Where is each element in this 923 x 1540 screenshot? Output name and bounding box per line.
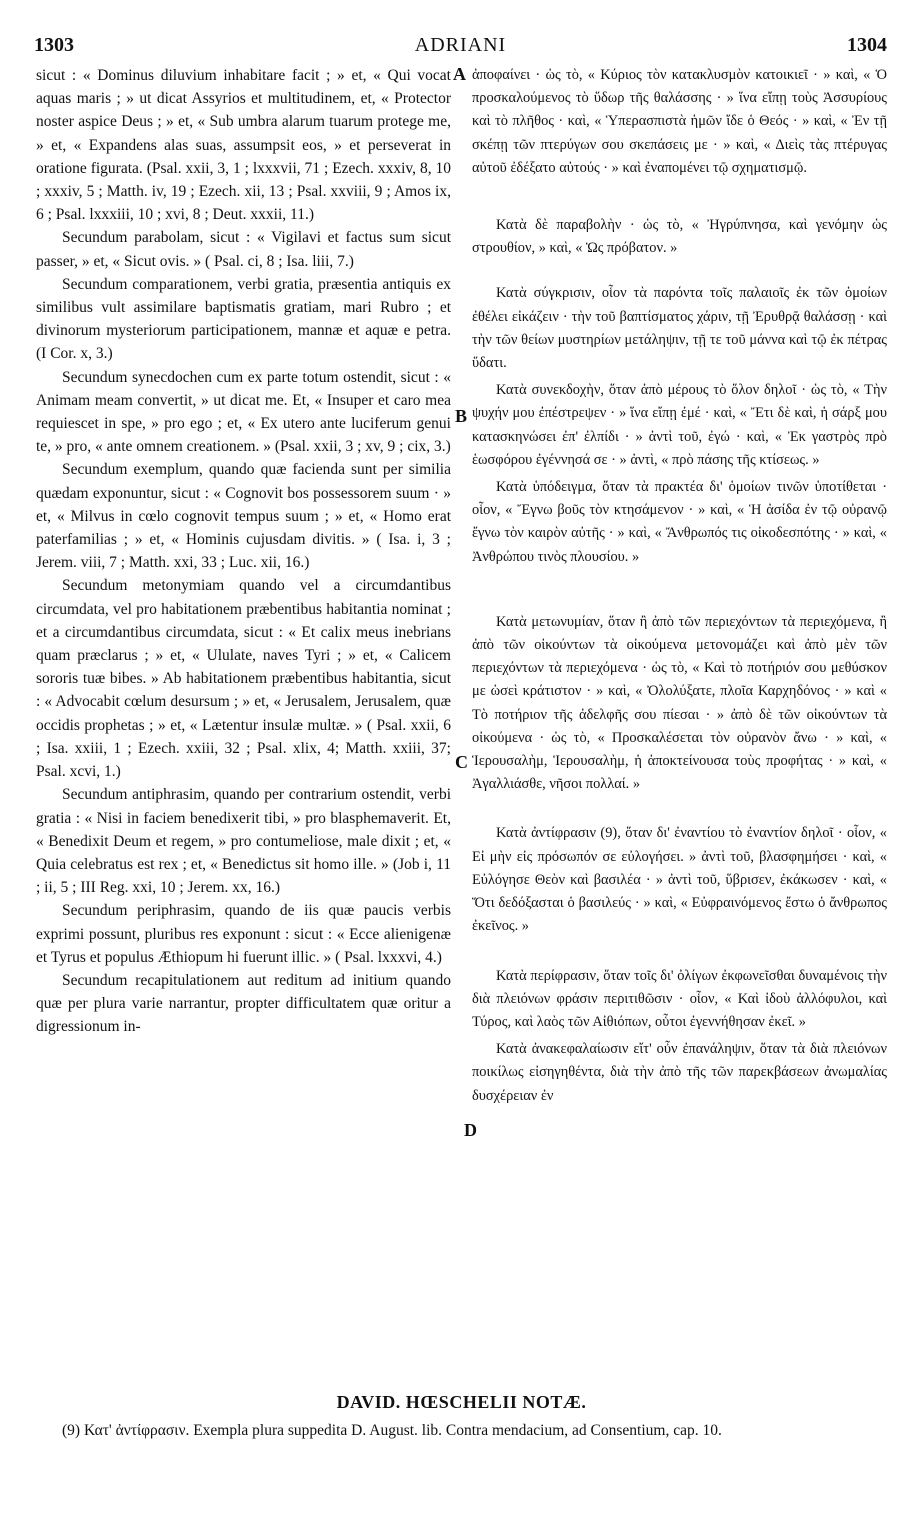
latin-paragraph: Secundum antiphrasim, quando per contrarium ostendit, verbi gratia : « Nisi in faciem benedixerit tibi, » pro blasphemaverit. Et, « Benedixit Deum et regem, » pro contumeliose, male dixit ; et, « Quia celebratus est rex ; et, « Benedictus sit homo ille. » (Job i, 11 ; ii, 5 ; III Reg. xxi, 10 ; Jerem. xx, 16.) (36, 786, 451, 897)
latin-paragraph: Secundum comparationem, verbi gratia, præsentia antiquis ex similibus vult assimilare baptismatis gratiam, mari Rubro ; et divinorum mysteriorum participationem, mannæ et aquæ e petra. (I Cor. x, 3.) (36, 275, 451, 363)
margin-letter-a: A (453, 64, 466, 84)
latin-paragraph: sicut : « Dominus diluvium inhabitare facit ; » et, « Qui vocat aquas maris ; » ut dicat Assyrios et multitudinem, et, « Protector noster aspice Deus ; » et, « Sub umbra alarum tuarum protege me, » et, « Expandens alas suas, assumpsit eos, » et perseverat in oratione figurata. (Psal. xxii, 3, 1 ; lxxxvii, 71 ; Ezech. xxxiv, 8, 10 ; xxxiv, 5 ; Matth. iv, 19 ; Ezech. xii, 13 ; Psal. xxviii, 9 ; Amos ix, 6 ; Psal. lxxxiii, 10 ; xvi, 8 ; Deut. xxxii, 11.) (36, 67, 451, 224)
greek-paragraph: Κατὰ ἀντίφρασιν (9), ὅταν δι' ἐναντίου τὸ ἐναντίον δηλοῖ · οἷον, « Εἰ μὴν εἰς πρόσωπόν σε εὐλογήσει. » ἀντὶ τοῦ, βλασφημήσει · καὶ, « Εὐλόγησε Θεὸν καὶ βασιλέα · » ἀντὶ τοῦ, ὕβρισεν, ἐκάκωσεν · καὶ, « Ὅτι δεδόξασται ὁ βασιλεύς · » καὶ, « Εὐφραινόμενος ἔστω ὁ ἄνθρωπος ἐκεῖνος. » (472, 825, 887, 935)
greek-column (472, 64, 887, 1108)
greek-paragraph: Κατὰ δὲ παραβολὴν · ὡς τὸ, « Ἠγρύπνησα, καὶ γενόμην ὡς στρουθίον, » καὶ, « Ὡς πρόβατον. » (472, 217, 887, 257)
margin-letter-b: B (455, 406, 468, 426)
greek-paragraph: Κατὰ σύγκρισιν, οἷον τὰ παρόντα τοῖς παλαιοῖς ἐκ τῶν ὁμοίων ἐθέλει εἰκάζειν · τὴν τοῦ βαπτίσματος χάριν, τῇ Ἐρυθρᾷ θαλάσσῃ · καὶ τὴν τῶν θείων μυστηρίων μετάληψιν, τῇ τε τοῦ μάννα καὶ τῷ ἐκ πέτρας ὕδατι. (472, 285, 887, 372)
latin-paragraph: Secundum metonymiam quando vel a circumdantibus circumdata, vel pro habitationem præbentibus habitantia nominat ; et a circumdantibus circumdata, sicut : « Et calix meus inebrians quam præclarus ; » et, « Ululate, naves Tyri ; » et, « Calicem sororis tuæ bibes. » Ab habitationem præbentibus habitantia, sicut : « Advocabit cœlum desursum ; » et, « Jerusalem, Jerusalem, quæ occidis prophetas ; » et, « Lætentur insulæ multæ. » ( Psal. xxii, 6 ; Isa. xxiii, 1 ; Ezech. xxiii, 32 ; Psal. xlix, 4; Matth. xxiii, 37; Psal. xcvi, 1.) (36, 577, 451, 781)
greek-paragraph: Κατὰ ὑπόδειγμα, ὅταν τὰ πρακτέα δι' ὁμοίων τινῶν ὑποτίθεται · οἷον, « Ἔγνω βοῦς τὸν κτησάμενον · » καὶ, « Ἡ ἀσίδα ἐν τῷ οὐρανῷ ἔγνω τὸν καιρὸν αὐτῆς · » καὶ, « Ἄνθρωπός τις οἰκοδεσπότης · » καὶ, « Ἀνθρώπου τινὸς πλουσίου. » (472, 479, 887, 565)
latin-paragraph: Secundum periphrasim, quando de iis quæ paucis verbis exprimi possunt, pluribus res exponunt : sicut : « Ecce alienigenæ et Tyrus et populus Æthiopum hi fuerunt illic. » ( Psal. lxxxvi, 4.) (36, 902, 451, 966)
greek-paragraph: ἀποφαίνει · ὡς τὸ, « Κύριος τὸν κατακλυσμὸν κατοικιεῖ · » καὶ, « Ὁ προσκαλούμενος τὸ ὕδωρ τῆς θαλάσσης · » ἵνα εἴπῃ τοὺς Ἀσσυρίους καὶ τὸ πλῆθος · καὶ, « Ὑπερασπιστὰ ἡμῶν ἴδε ὁ Θεός · » καὶ, « Ἐν τῇ σκέπῃ τῶν πτερύγων σου σκεπάσεις με · » καὶ, « Διεὶς τὰς πτέρυγας αὐτοῦ ἐδέξατο αὐτούς · » καὶ ἐναπομένει τῷ σχηματισμῷ. (472, 67, 887, 176)
latin-column (36, 64, 451, 1039)
latin-paragraph: Secundum recapitulationem aut reditum ad initium quando quæ per plura varie narrantur, propter difficultatem quæ oritur a digressionum in- (36, 971, 451, 1036)
margin-letter-c: C (455, 752, 468, 772)
latin-paragraph: Secundum synecdochen cum ex parte totum ostendit, sicut : « Animam meam convertit, » ut dicat me. Et, « Insuper et caro mea requiescet in spe, » pro ego ; et, « Ex utero ante luciferum genui te, » pro, « ante omnem creationem. » (Psal. xxii, 3 ; xv, 9 ; cix, 3.) (36, 368, 451, 456)
page-number-left: 1303 (34, 34, 74, 56)
greek-paragraph: Κατὰ συνεκδοχὴν, ὅταν ἀπὸ μέρους τὸ ὅλον δηλοῖ · ὡς τὸ, « Τὴν ψυχήν μου ἐπέστρεψεν · » ἵνα εἴπῃ ἐμέ · καὶ, « Ἔτι δὲ καὶ, ἡ σάρξ μου κατασκηνώσει ἐπ' ἐλπίδι · » ἀντὶ τοῦ, ἐγώ · καὶ, « Ἐκ γαστρὸς πρὸ ἑωσφόρου ἐγέννησά σε · » ἀντὶ, « πρὸ πάσης τῆς κτίσεως. » (472, 382, 887, 468)
page-number-right: 1304 (847, 34, 887, 56)
running-title: ADRIANI (414, 34, 507, 56)
notes-title: DAVID. HŒSCHELII NOTÆ. (336, 1392, 587, 1412)
greek-paragraph: Κατὰ περίφρασιν, ὅταν τοῖς δι' ὀλίγων ἐκφωνεῖσθαι δυναμένοις τὴν διὰ πλειόνων φράσιν περιτιθῶσιν · οἷον, « Καὶ ἰδοὺ ἀλλόφυλοι, καὶ Τύρος, καὶ λαὸς τῶν Αἰθιόπων, οὗτοι ἐγεννήθησαν ἐκεῖ. » (472, 967, 887, 1030)
greek-paragraph: Κατὰ μετωνυμίαν, ὅταν ἢ ἀπὸ τῶν περιεχόντων τὰ περιεχόμενα, ἢ ἀπὸ τῶν οἰκούντων τὰ οἰκούμενα μετονομάζει καὶ ἀπὸ μὲν τῶν περιεχόντων τὰ περιεχόμενα · ὡς τὸ, « Καὶ τὸ ποτήριόν σου μεθύσκον με ὡσεὶ κράτιστον · » καὶ, « Ὀλολύξατε, πλοῖα Καρχηδόνος · » καὶ « Τὸ ποτήριον τῆς ἀδελφῆς σου πίεσαι · » ἀπὸ δὲ τῶν οἰκούντων τὰ οἰκούμενα · ὡς τὸ, « Προσκαλέσεται τὸν οὐρανὸν ἄνω · » καὶ, « Ἱερουσαλὴμ, Ἱερουσαλὴμ, ἡ ἀποκτείνουσα τοὺς προφήτας · » καὶ, « Ἀγαλλιάσθε, νῆσοι πολλαί. » (472, 613, 887, 793)
footnote: (9) Κατ' ἀντίφρασιν. Exempla plura suppedita D. August. lib. Contra mendacium, ad Consentium, cap. 10. (62, 1422, 722, 1439)
greek-paragraph: Κατὰ ἀνακεφαλαίωσιν εἴτ' οὖν ἐπανάληψιν, ὅταν τὰ διὰ πλειόνων ποικίλως εἰσηγηθέντα, διὰ τὴν ἀπὸ τῆς τῶν παρεκβάσεων ἀνωμαλίας δυσχέρειαν ἐν (472, 1041, 887, 1104)
page-header (34, 34, 887, 60)
margin-letter-d: D (464, 1120, 477, 1140)
latin-paragraph: Secundum exemplum, quando quæ facienda sunt per similia quædam exponuntur, sicut : « Cognovit bos possessorem suum · » et, « Milvus in cœlo cognovit tempus suum ; » et, « Homo erat paterfamilias ; » et, « Hominis cujusdam divitis. » ( Isa. i, 3 ; Jerem. viii, 7 ; Matth. xxi, 33 ; Luc. xii, 16.) (36, 461, 451, 572)
latin-paragraph: Secundum parabolam, sicut : « Vigilavi et factus sum sicut passer, » et, « Sicut ovis. » ( Psal. ci, 8 ; Isa. liii, 7.) (36, 229, 451, 270)
